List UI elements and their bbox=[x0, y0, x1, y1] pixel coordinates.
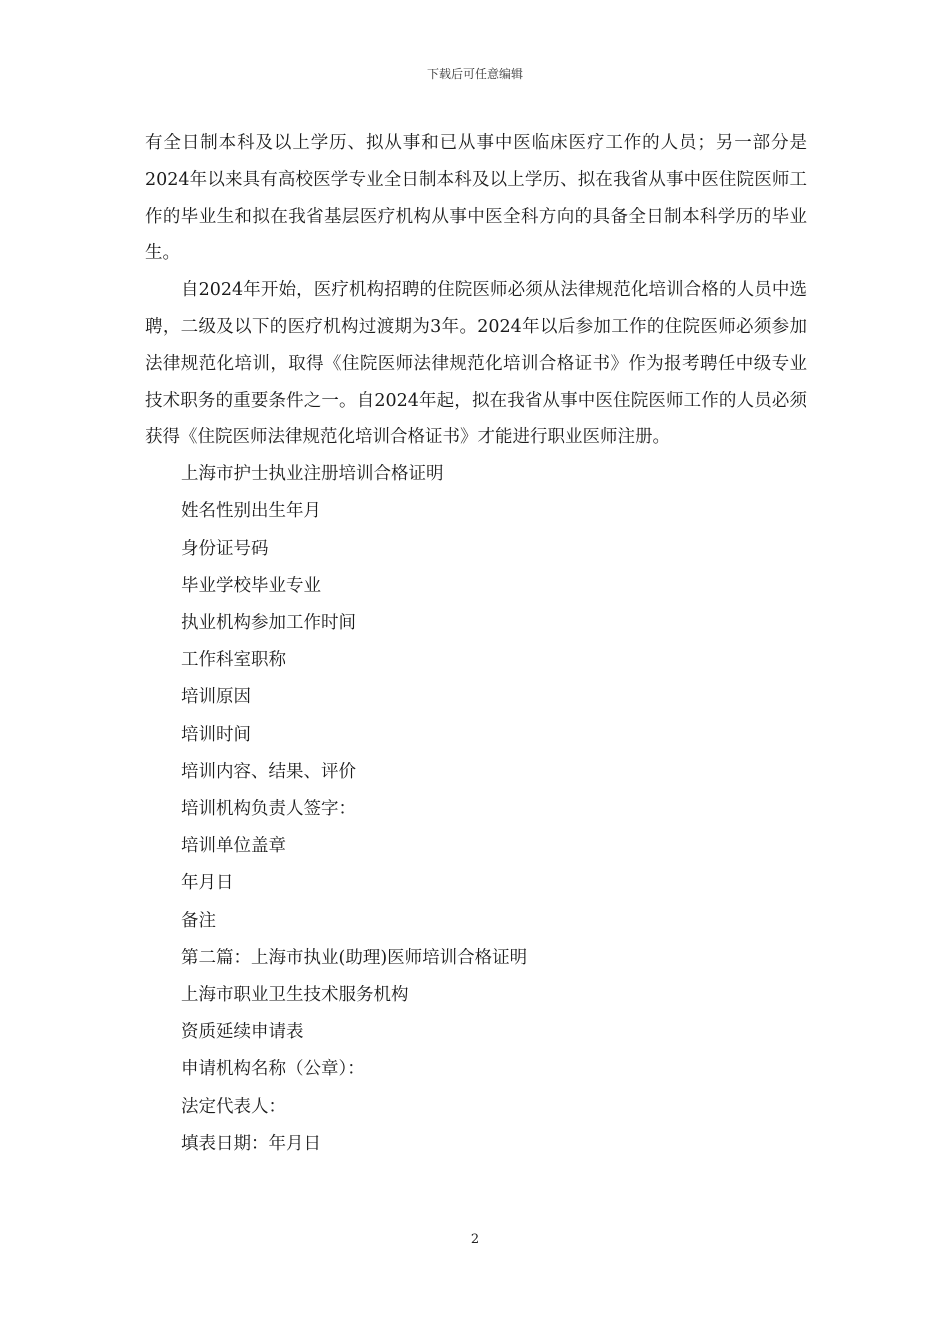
form-lines bbox=[145, 456, 807, 1163]
line-date: 年月日 bbox=[181, 873, 234, 894]
line-department-title: 工作科室职称 bbox=[181, 650, 286, 671]
paragraph-2: 自2024年开始，医疗机构招聘的住院医师必须从法律规范化培训合格的人员中选聘，二级及以下的医疗机构过渡期为3年。2024年以后参加工作的住院医师必须参加法律规范化培训，取得《住院医师法律规范化培训合格证书》作为报考聘任中级专业技术职务的重要条件之一。自2024年起，拟在我省从事中医住院医师工作的人员必须获得《住院医师法律规范化培训合格证书》才能进行职业医师注册。 bbox=[145, 280, 807, 448]
line-applicant-name: 申请机构名称（公章）： bbox=[181, 1059, 365, 1080]
line-id-number: 身份证号码 bbox=[181, 538, 269, 559]
line-seal: 培训单位盖章 bbox=[181, 836, 286, 857]
line-school-major: 毕业学校毕业专业 bbox=[181, 575, 321, 596]
line-fill-date: 填表日期：年月日 bbox=[181, 1133, 321, 1154]
line-remarks: 备注 bbox=[181, 910, 216, 931]
line-section-heading: 第二篇：上海市执业(助理)医师培训合格证明 bbox=[181, 947, 528, 968]
page-number: 2 bbox=[470, 1232, 480, 1247]
line-training-content: 培训内容、结果、评价 bbox=[181, 761, 356, 782]
paragraph-1: 有全日制本科及以上学历、拟从事和已从事中医临床医疗工作的人员；另一部分是2024年以来具有高校医学专业全日制本科及以上学历、拟在我省从事中医住院医师工作的毕业生和拟在我省基层医疗机构从事中医全科方向的具备全日制本科学历的毕业生。 bbox=[145, 133, 807, 264]
line-legal-rep: 法定代表人： bbox=[181, 1096, 286, 1117]
line-application-form: 资质延续申请表 bbox=[181, 1022, 304, 1043]
line-name-gender-birth: 姓名性别出生年月 bbox=[181, 501, 321, 522]
document-body bbox=[145, 125, 807, 1163]
line-title: 上海市护士执业注册培训合格证明 bbox=[181, 464, 444, 485]
line-signature: 培训机构负责人签字： bbox=[181, 799, 356, 819]
line-training-time: 培训时间 bbox=[181, 724, 251, 745]
line-institution-worktime: 执业机构参加工作时间 bbox=[181, 612, 356, 633]
line-agency: 上海市职业卫生技术服务机构 bbox=[181, 985, 409, 1006]
page-header: 下载后可任意编辑 bbox=[426, 67, 523, 81]
line-training-reason: 培训原因 bbox=[181, 687, 251, 708]
